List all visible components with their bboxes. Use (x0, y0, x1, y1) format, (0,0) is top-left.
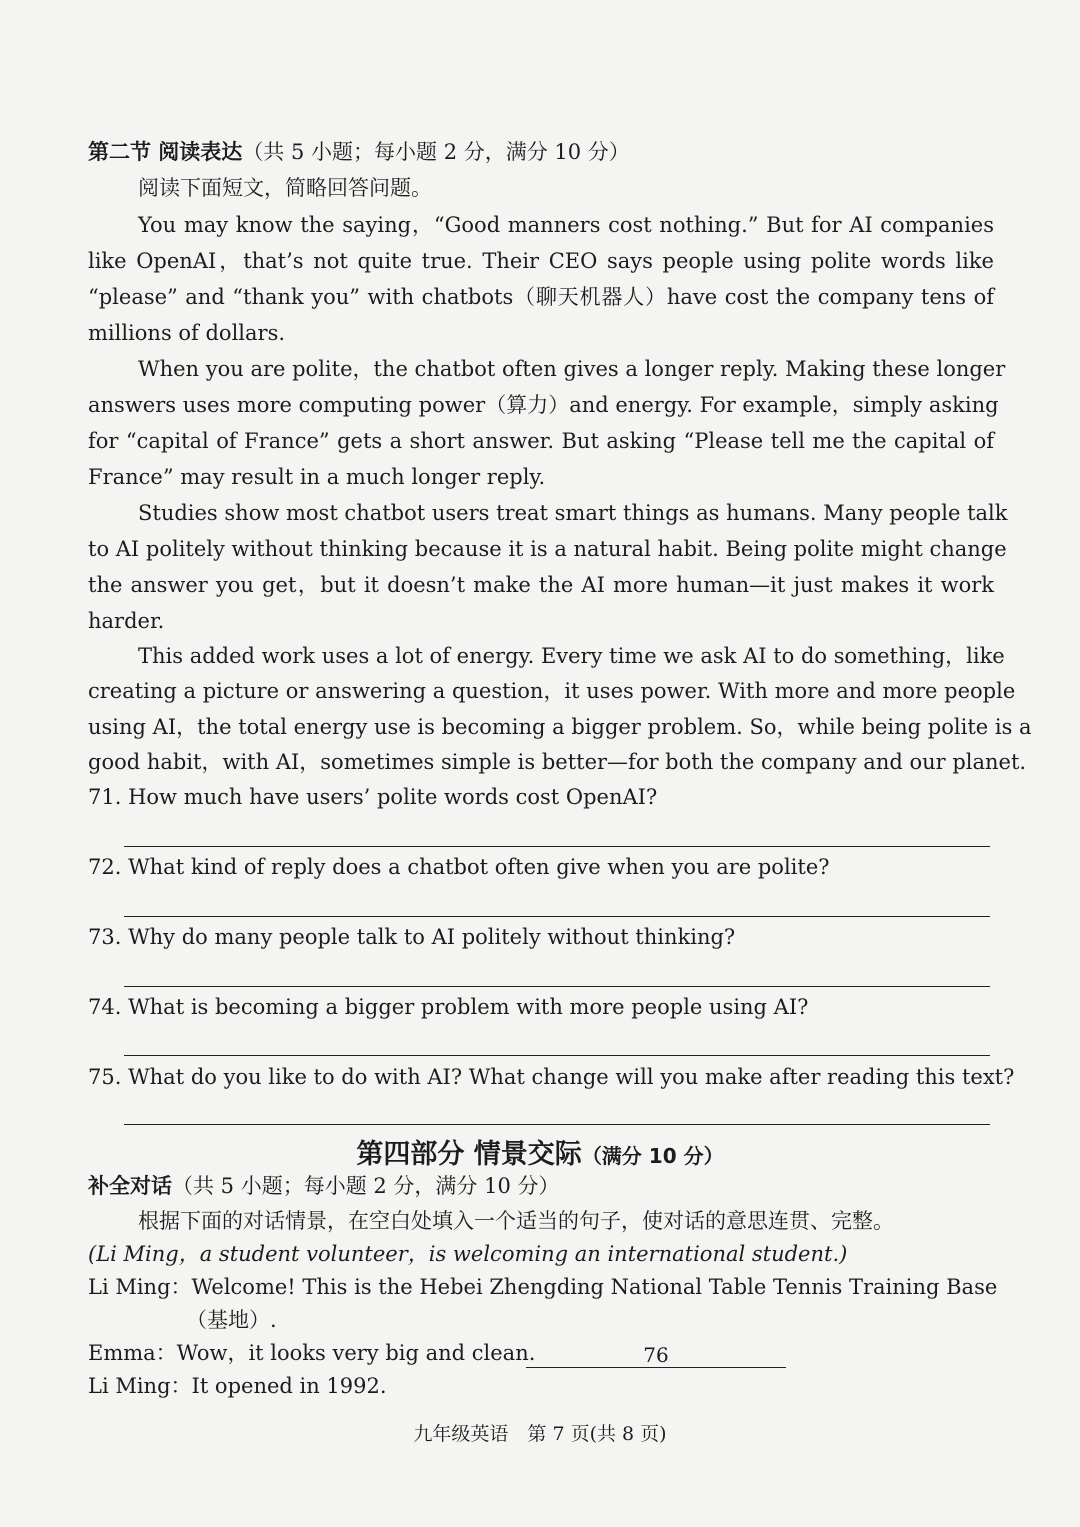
passage-line: You may know the saying，“Good manners cost nothing.” But for AI companies (138, 213, 994, 237)
dialogue-section-title (88, 1172, 994, 1200)
answer-line-75[interactable] (124, 1124, 990, 1125)
dialogue-line: （基地）. (186, 1308, 277, 1332)
part-four-title (0, 1132, 1080, 1171)
page-footer: 九年级英语 第 7 页(共 8 页) (413, 1423, 667, 1445)
dialogue-line: Li Ming：It opened in 1992. (88, 1374, 387, 1398)
dialogue-line: Li Ming：Welcome! This is the Hebei Zhengding National Table Tennis Training Base (88, 1275, 998, 1299)
passage-line: When you are polite，the chatbot often gives a longer reply. Making these longer (138, 357, 1006, 381)
passage-line: for “capital of France” gets a short answer. But asking “Please tell me the capital of (88, 429, 994, 453)
dialogue-line: Emma：Wow，it looks very big and clean. (88, 1341, 536, 1365)
passage-line: “please” and “thank you” with chatbots（聊天机器人）have cost the company tens of (88, 285, 994, 309)
passage-line: good habit，with AI，sometimes simple is better—for both the company and our planet. (88, 750, 1027, 774)
section-instruction: 阅读下面短文，简略回答问题。 (138, 176, 432, 200)
answer-line-71[interactable] (124, 846, 990, 847)
dialogue-section-title-note: （共 5 小题；每小题 2 分，满分 10 分） (172, 1174, 560, 1198)
passage-line: This added work uses a lot of energy. Every time we ask AI to do something，like (138, 644, 1005, 668)
passage-line: to AI politely without thinking because it is a natural habit. Being polite might change (88, 537, 1007, 561)
passage-line: like OpenAI，that’s not quite true. Their CEO says people using polite words like (88, 249, 994, 273)
section-title-note: （共 5 小题；每小题 2 分，满分 10 分） (242, 140, 630, 164)
answer-line-74[interactable] (124, 1055, 990, 1056)
answer-line-73[interactable] (124, 986, 990, 987)
passage-line: creating a picture or answering a question，it uses power. With more and more people (88, 679, 1016, 703)
answer-line-72[interactable] (124, 916, 990, 917)
passage-line: answers uses more computing power（算力）and energy. For example，simply asking (88, 393, 999, 417)
question-75: 75. What do you like to do with AI? What change will you make after reading this text? (88, 1065, 1015, 1089)
dialogue-scene: (Li Ming，a student volunteer，is welcoming an international student.) (88, 1242, 848, 1266)
section-title-main: 第二节 阅读表达 (88, 140, 243, 164)
passage-line: using AI，the total energy use is becoming a bigger problem. So，while being polite is a (88, 715, 1032, 739)
dialogue-instruction: 根据下面的对话情景，在空白处填入一个适当的句子，使对话的意思连贯、完整。 (138, 1209, 894, 1233)
passage-line: the answer you get，but it doesn’t make the AI more human—it just makes it work (88, 573, 994, 597)
part-four-title-note: （满分 10 分） (581, 1144, 724, 1168)
passage-line: Studies show most chatbot users treat smart things as humans. Many people talk (138, 501, 1008, 525)
section-title (88, 138, 994, 166)
passage-line: harder. (88, 609, 165, 633)
question-73: 73. Why do many people talk to AI politely without thinking? (88, 925, 736, 949)
question-74: 74. What is becoming a bigger problem with more people using AI? (88, 995, 809, 1019)
question-72: 72. What kind of reply does a chatbot often give when you are polite? (88, 855, 830, 879)
part-four-title-main: 第四部分 情景交际 (356, 1139, 582, 1170)
question-71: 71. How much have users’ polite words cost OpenAI? (88, 785, 658, 809)
dialogue-section-title-main: 补全对话 (88, 1174, 172, 1198)
passage-line: France” may result in a much longer reply. (88, 465, 546, 489)
blank-76[interactable]: 76 (526, 1343, 786, 1368)
passage-line: millions of dollars. (88, 321, 286, 345)
